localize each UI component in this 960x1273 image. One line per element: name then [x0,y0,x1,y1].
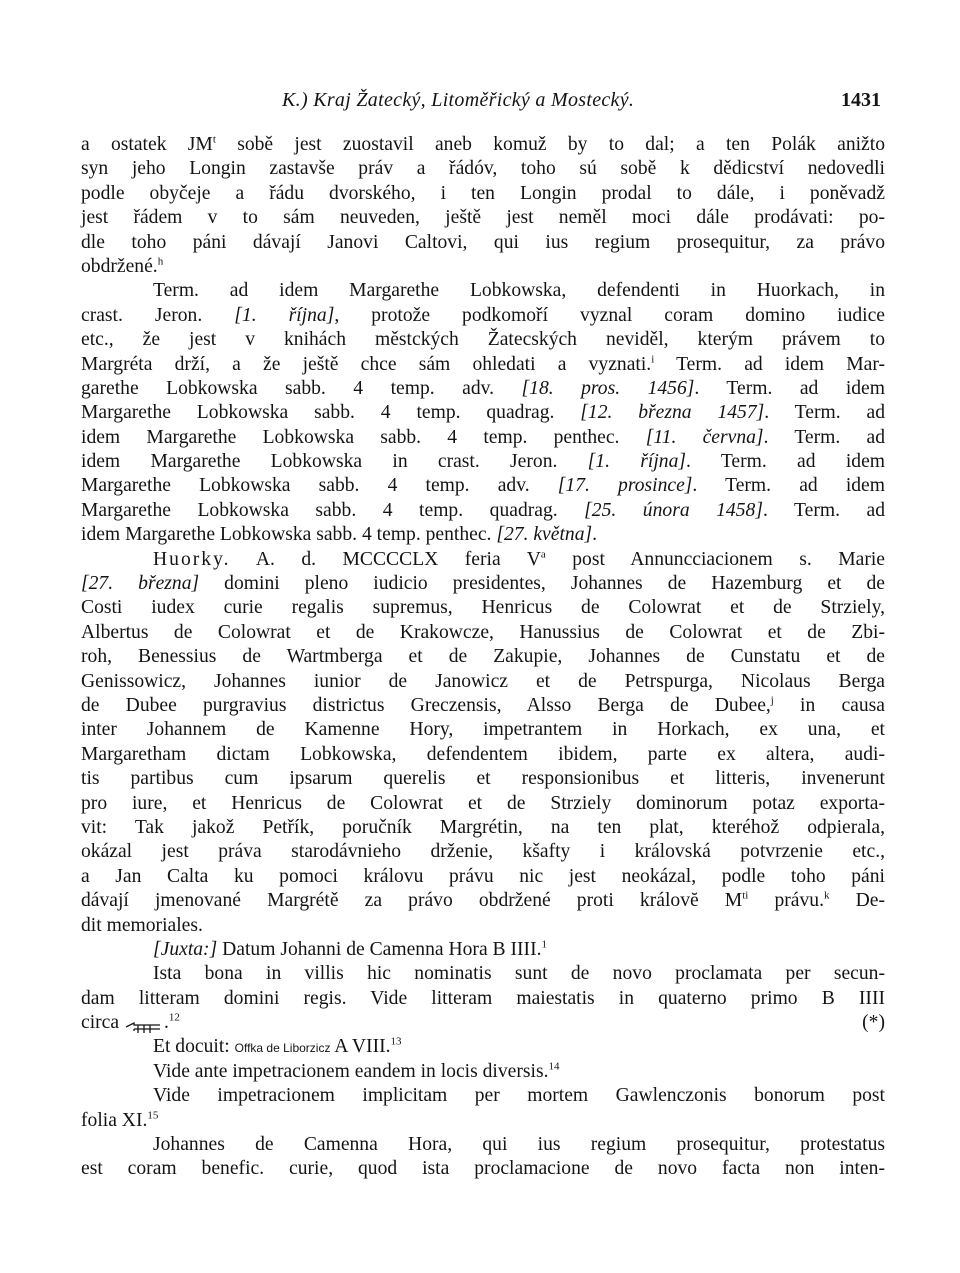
running-title: K.) Kraj Žatecký, Litoměřický a Mostecký. [282,89,635,111]
text-line: Margarethe Lobkowska sabb. 4 temp. adv. [17. prosince]. Term. ad idem [81,475,885,497]
text-line: a ostatek $JM^t$ sobě jest zuostavil aneb komuž by to dal; a ten Polák anižto [81,133,885,155]
text-line: syn jeho Longin zastavše práv a řádóv, toho sú sobě k dědicství nedovedli [81,158,885,180]
document-body [81,133,885,1182]
text-line: jest řádem v to sám neuveden, ještě jest neměl moci dále prodávati: po- [81,207,885,229]
manicule-icon [124,1017,164,1031]
text-line: idem Margarethe Lobkowska in crast. Jeron. [1. října]. Term. ad idem [81,451,886,473]
text-line: Margréta drží, a že ještě chce sám ohledati a vyznati.$^i$ Term. ad idem Mar- [81,352,885,375]
text-line: circa .$^{12}$ (*) [81,1011,885,1035]
text-line: [Juxta:] Datum Johanni de Camenna Hora B IIII.$^1$ [153,938,548,960]
text-line: de Dubee purgravius districtus Greczensis, Alsso Berga de Dubee,$^j$ in causa [81,694,885,716]
text-line: idem Margarethe Lobkowska sabb. 4 temp. penthec. [11. června]. Term. ad [81,426,886,448]
text-line: Vide impetracionem implicitam per mortem Gawlenczonis bonorum post [153,1085,885,1107]
text-line: Johannes de Camenna Hora, qui ius regium prosequitur, protestatus [153,1134,885,1156]
text-line: dávají jmenované Margrétě za právo obdržené proti královĕ $M^{ti}$ právu.$^k$ De- [81,889,885,912]
text-line: Costi iudex curie regalis supremus, Henricus de Colowrat et de Strziely, [81,597,885,619]
text-line: crast. Jeron. [1. října], protože podkomoří vyznal coram domino iudice [81,304,886,326]
text-line: Albertus de Colowrat et de Krakowcze, Hanussius de Colowrat et de Zbi- [81,621,885,643]
text-line: dit memoriales. [81,914,203,936]
page-header [0,89,960,119]
text-line: pro iure, et Henricus de Colowrat et de Strziely dominorum potaz exporta- [81,792,885,814]
text-line: a Jan Calta ku pomoci královu právu nic jest neokázal, podle toho páni [81,865,885,887]
text-line: obdržené.$^h$ [81,255,164,277]
text-line: Huorky. A. d. MCCCCLX feria $V^a$ post Annuncciacionem s. Marie [153,548,885,570]
text-line: Vide ante impetracionem eandem in locis diversis.$^{14}$ [153,1060,560,1082]
text-line: podle obyčeje a řádu dvorského, i ten Longin prodal to dále, i poněvadž [81,182,885,204]
text-line: Ista bona in villis hic nominatis sunt de novo proclamata per secun- [153,963,885,985]
text-line: folia XI.$^{15}$ [81,1109,159,1131]
text-line: etc., že jest v knihách městckých Žatecských neviděl, kterým právem to [81,329,885,351]
text-line: dle toho páni dávají Janovi Caltovi, qui ius regium prosequitur, za právo [81,231,885,253]
text-line: dam litteram domini regis. Vide litteram maiestatis in quaterno primo B IIII [81,987,885,1009]
asterism-mark: (*) [862,1012,885,1034]
text-line: est coram benefic. curie, quod ista proclamacione de novo facta non inten- [81,1158,885,1180]
text-line: okázal jest práva starodávnieho drženie, kšafty i královská potvrzenie etc., [81,841,885,863]
text-line: Genissowicz, Johannes iunior de Janowicz et de Petrspurga, Nicolaus Berga [81,670,885,692]
text-line: garethe Lobkowska sabb. 4 temp. adv. [18. pros. 1456]. Term. ad idem [81,377,885,399]
text-line: [27. března] domini pleno iudicio presidentes, Johannes de Hazemburg et de [81,573,885,595]
text-line: vit: Tak jakož Petřík, poručník Margrétin, na ten plat, kteréhož odpierala, [81,816,885,838]
text-line: Term. ad idem Margarethe Lobkowska, defendenti in Huorkach, in [153,280,885,302]
text-line: Margaretham dictam Lobkowska, defendentem ibidem, parte ex altera, audi- [81,743,885,765]
text-line: tis partibus cum ipsarum querelis et responsionibus et litteris, invenerunt [81,768,885,790]
page-number: 1431 [841,89,881,111]
text-line: idem Margarethe Lobkowska sabb. 4 temp. penthec. [27. května]. [81,524,598,546]
text-line: Margarethe Lobkowska sabb. 4 temp. quadrag. [12. března 1457]. Term. ad [81,402,885,424]
text-line: Margarethe Lobkowska sabb. 4 temp. quadrag. [25. února 1458]. Term. ad [81,499,885,521]
text-line: roh, Benessius de Wartmberga et de Zakupie, Johannes de Cunstatu et de [81,646,885,668]
text-line: Et docuit: Offka de Liborzicz A VIII.$^{13}$ [153,1035,402,1058]
text-line: inter Johannem de Kamenne Hory, impetrantem in Horkach, ex una, et [81,719,885,741]
